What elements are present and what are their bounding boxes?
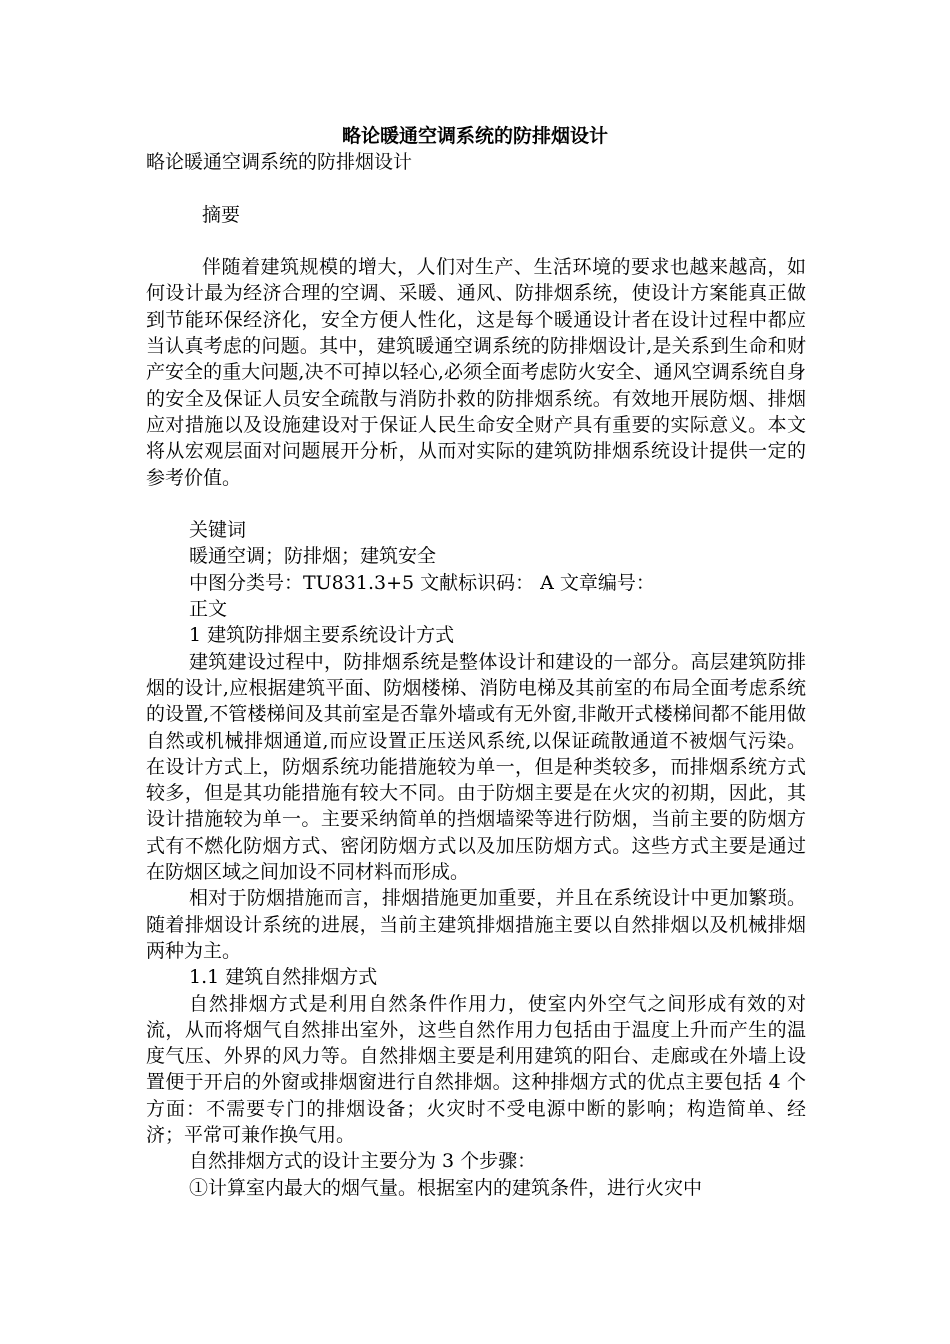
section-1-1-heading: 1.1 建筑自然排烟方式 — [189, 966, 378, 989]
keywords-text: 暖通空调；防排烟；建筑安全 — [189, 545, 437, 568]
section-1-1-paragraph-3: ①计算室内最大的烟气量。根据室内的建筑条件，进行火灾中 — [189, 1176, 703, 1199]
classification-line: 中图分类号：TU831.3+5 文献标识码： A 文章编号： — [189, 571, 655, 594]
section-1-heading: 1 建筑防排烟主要系统设计方式 — [189, 624, 455, 647]
abstract-heading: 摘要 — [202, 203, 241, 226]
spacer — [146, 491, 806, 517]
section-1-paragraph-1: 建筑建设过程中，防排烟系统是整体设计和建设的一部分。高层建筑防排烟的设计,应根据建筑平面、防烟楼梯、消防电梯及其前室的布局全面考虑系统的设置,不管楼梯间及其前室是否靠外墙或有无外窗,非敞开式楼梯间都不能用做自然或机械排烟通道,而应设置正压送风系统,以保证疏散通道不被烟气污染。 在设计方式上，防烟系统功能措施较为单一，但是种类较多，而排烟系统方式较多，但是其功能措施有较大不同。由于防烟主要是在火灾的初期，因此，其设计措施较为单一。主要采纳简单的挡烟墙梁等进行防烟，当前主要的防烟方式有不燃化防烟方式、密闭防烟方式以及加压防烟方式。这些方式主要是通过在防烟区域之间加设不同材料而形成。 — [146, 650, 806, 884]
section-1-1-paragraph-2: 自然排烟方式的设计主要分为 3 个步骤： — [189, 1150, 537, 1173]
document-body — [146, 149, 806, 1201]
abstract-paragraph: 伴随着建筑规模的增大，人们对生产、生活环境的要求也越来越高，如何设计最为经济合理的空调、采暖、通风、防排烟系统，使设计方案能真正做到节能环保经济化，安全方便人性化，这是每个暖通设计者在设计过程中都应当认真考虑的问题。其中，建筑暖通空调系统的防排烟设计,是关系到生命和财产安全的重大问题,决不可掉以轻心,必须全面考虑防火安全、通风空调系统自身的安全及保证人员安全疏散与消防扑救的防排烟系统。有效地开展防烟、排烟应对措施以及设施建设对于保证人民生命安全财产具有重要的实际意义。本文将从宏观层面对问题展开分析，从而对实际的建筑防排烟系统设计提供一定的参考价值。 — [146, 256, 806, 489]
body-heading: 正文 — [189, 598, 228, 621]
document-subtitle: 略论暖通空调系统的防排烟设计 — [146, 151, 413, 173]
document-title: 略论暖通空调系统的防排烟设计 — [341, 125, 608, 147]
section-1-1-paragraph-1: 自然排烟方式是利用自然条件作用力，使室内外空气之间形成有效的对流，从而将烟气自然排出室外，这些自然作用力包括由于温度上升而产生的温度气压、外界的风力等。自然排烟主要是利用建筑的阳台、走廊或在外墙上设置便于开启的外窗或排烟窗进行自然排烟。这种排烟方式的优点主要包括 4 个方面：不需要专门的排烟设备；火灾时不受电源中断的影响；构造简单、经济；平常可兼作换气用。 — [146, 992, 806, 1146]
spacer — [146, 228, 806, 254]
spacer — [146, 175, 806, 201]
keywords-heading: 关键词 — [189, 519, 247, 542]
section-1-paragraph-2: 相对于防烟措施而言，排烟措施更加重要，并且在系统设计中更加繁琐。随着排烟设计系统的进展，当前主建筑排烟措施主要以自然排烟以及机械排烟两种为主。 — [146, 887, 806, 962]
